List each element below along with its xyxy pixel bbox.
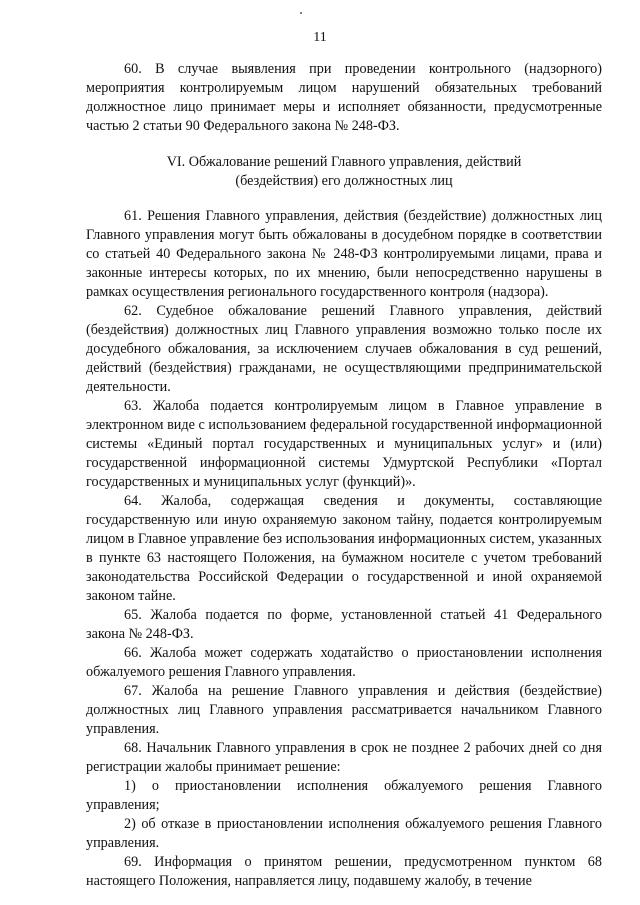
- paragraph-63: 63. Жалоба подается контролируемым лицом в Главное управление в электронном виде с использованием федеральной государственной информационной системы «Единый портал государственных и муниципальных услуг» и (или) государственной информационной системы Удмуртской Республики «Портал государственных и муниципальных услуг (функций)».: [86, 398, 602, 490]
- paragraph-65: 65. Жалоба подается по форме, установленной статьей 41 Федерального закона № 248-ФЗ.: [86, 607, 602, 642]
- paragraph-61: 61. Решения Главного управления, действия (бездействие) должностных лиц Главного управления могут быть обжалованы в досудебном порядке в соответствии со статьей 40 Федерального закона № 248-ФЗ контролируемыми лицами, права и законные интересы которых, по их мнению, были непосредственно нарушены в рамках осуществления регионального государственного контроля (надзора).: [86, 208, 602, 300]
- paragraph-67: 67. Жалоба на решение Главного управления и действия (бездействие) должностных лиц Главного управления рассматривается начальником Главного управления.: [86, 683, 602, 737]
- section-title: [86, 153, 602, 191]
- document-body: [86, 60, 602, 891]
- scan-mark: [300, 12, 302, 14]
- paragraph-62: 62. Судебное обжалование решений Главного управления, действий (бездействия) должностных лиц Главного управления возможно только после их досудебного обжалования, за исключением случаев обжалования в суд решений, действий (бездействия) гражданами, не осуществляющими предпринимательской деятельности.: [86, 303, 602, 395]
- paragraph-68-item-1: 1) о приостановлении исполнения обжалуемого решения Главного управления;: [86, 778, 602, 813]
- paragraph-68-item-2: 2) об отказе в приостановлении исполнения обжалуемого решения Главного управления.: [86, 816, 602, 851]
- paragraph-69: 69. Информация о принятом решении, предусмотренном пунктом 68 настоящего Положения, направляется лицу, подавшему жалобу, в течение: [86, 854, 602, 889]
- paragraph-66: 66. Жалоба может содержать ходатайство о приостановлении исполнения обжалуемого решения Главного управления.: [86, 645, 602, 680]
- section-title-line-2: (бездействия) его должностных лиц: [235, 173, 453, 189]
- paragraph-68: 68. Начальник Главного управления в срок не позднее 2 рабочих дней со дня регистрации жалобы принимает решение:: [86, 740, 602, 775]
- section-title-line-1: VI. Обжалование решений Главного управления, действий: [166, 154, 522, 170]
- paragraph-64: 64. Жалоба, содержащая сведения и документы, составляющие государственную или иную охраняемую законом тайну, подается контролируемым лицом в Главное управление без использования информационных систем, указанных в пункте 63 настоящего Положения, на бумажном носителе с учетом требований законодательства Российской Федерации о государственной и иной охраняемой законом тайне.: [86, 493, 602, 604]
- paragraph-60: 60. В случае выявления при проведении контрольного (надзорного) мероприятия контролируемым лицом нарушений обязательных требований должностное лицо принимает меры и исполняет обязанности, предусмотренные частью 2 статьи 90 Федерального закона № 248-ФЗ.: [86, 61, 602, 134]
- page-number: 11: [313, 30, 327, 45]
